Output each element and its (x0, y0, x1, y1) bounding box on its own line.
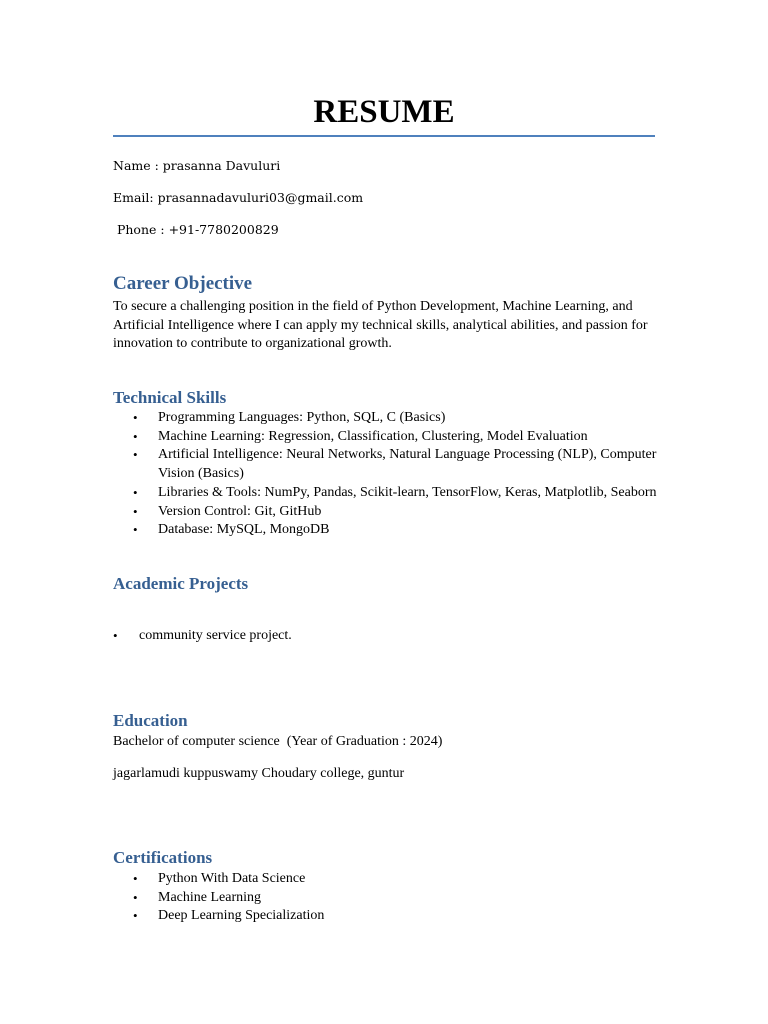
title-underline (113, 135, 655, 137)
page-title: RESUME (313, 94, 455, 130)
technical-skills-heading: Technical Skills (113, 388, 227, 407)
skill-text: Programming Languages: Python, SQL, C (Basics) (158, 410, 446, 425)
bullet-icon: • (133, 447, 138, 463)
career-objective-text: To secure a challenging position in the field of Python Development, Machine Learning, and Artificial Intelligence where I can apply my technical skills, analytical abilities, and passion for innovation to contribute to organizational growth. (113, 299, 648, 352)
project-text: community service project. (139, 628, 292, 643)
bullet-icon: • (133, 410, 138, 425)
list-item (113, 409, 658, 428)
list-item (113, 428, 658, 447)
skill-text: Version Control: Git, GitHub (158, 503, 322, 519)
list-item (113, 889, 658, 908)
certifications-list (113, 870, 658, 926)
skill-text: Artificial Intelligence: Neural Networks, Natural Language Processing (NLP), Computer Vision (Basics) (158, 447, 657, 482)
bullet-icon: • (133, 522, 138, 538)
contact-phone: Phone : +91-7780200829 (113, 222, 279, 237)
list-item (113, 484, 658, 503)
list-item (113, 503, 658, 522)
bullet-icon: • (133, 484, 138, 500)
contact-email: Email: prasannadavuluri03@gmail.com (113, 190, 364, 205)
technical-skills-list (113, 409, 658, 540)
list-item (113, 870, 658, 889)
list-item (113, 446, 658, 483)
bullet-icon: • (133, 889, 138, 905)
education-college: jagarlamudi kuppuswamy Choudary college, guntur (113, 766, 405, 781)
skill-text: Libraries & Tools: NumPy, Pandas, Scikit-learn, TensorFlow, Keras, Matplotlib, Seaborn (158, 484, 657, 500)
academic-projects-heading: Academic Projects (113, 574, 249, 593)
bullet-icon: • (133, 908, 138, 924)
bullet-icon: • (113, 628, 118, 643)
contact-name: Name : prasanna Davuluri (113, 158, 281, 173)
certifications-heading: Certifications (113, 848, 213, 867)
certification-text: Python With Data Science (158, 871, 306, 886)
list-item (113, 521, 658, 540)
skill-text: Database: MySQL, MongoDB (158, 522, 330, 538)
education-degree: Bachelor of computer science (Year of Graduation : 2024) (113, 734, 443, 749)
certification-text: Deep Learning Specialization (158, 908, 325, 924)
bullet-icon: • (133, 503, 138, 519)
career-objective-heading: Career Objective (113, 273, 253, 294)
education-heading: Education (113, 711, 188, 730)
list-item (113, 907, 658, 926)
bullet-icon: • (133, 871, 138, 886)
skill-text: Machine Learning: Regression, Classification, Clustering, Model Evaluation (158, 428, 588, 444)
certification-text: Machine Learning (158, 889, 262, 905)
bullet-icon: • (133, 428, 138, 444)
